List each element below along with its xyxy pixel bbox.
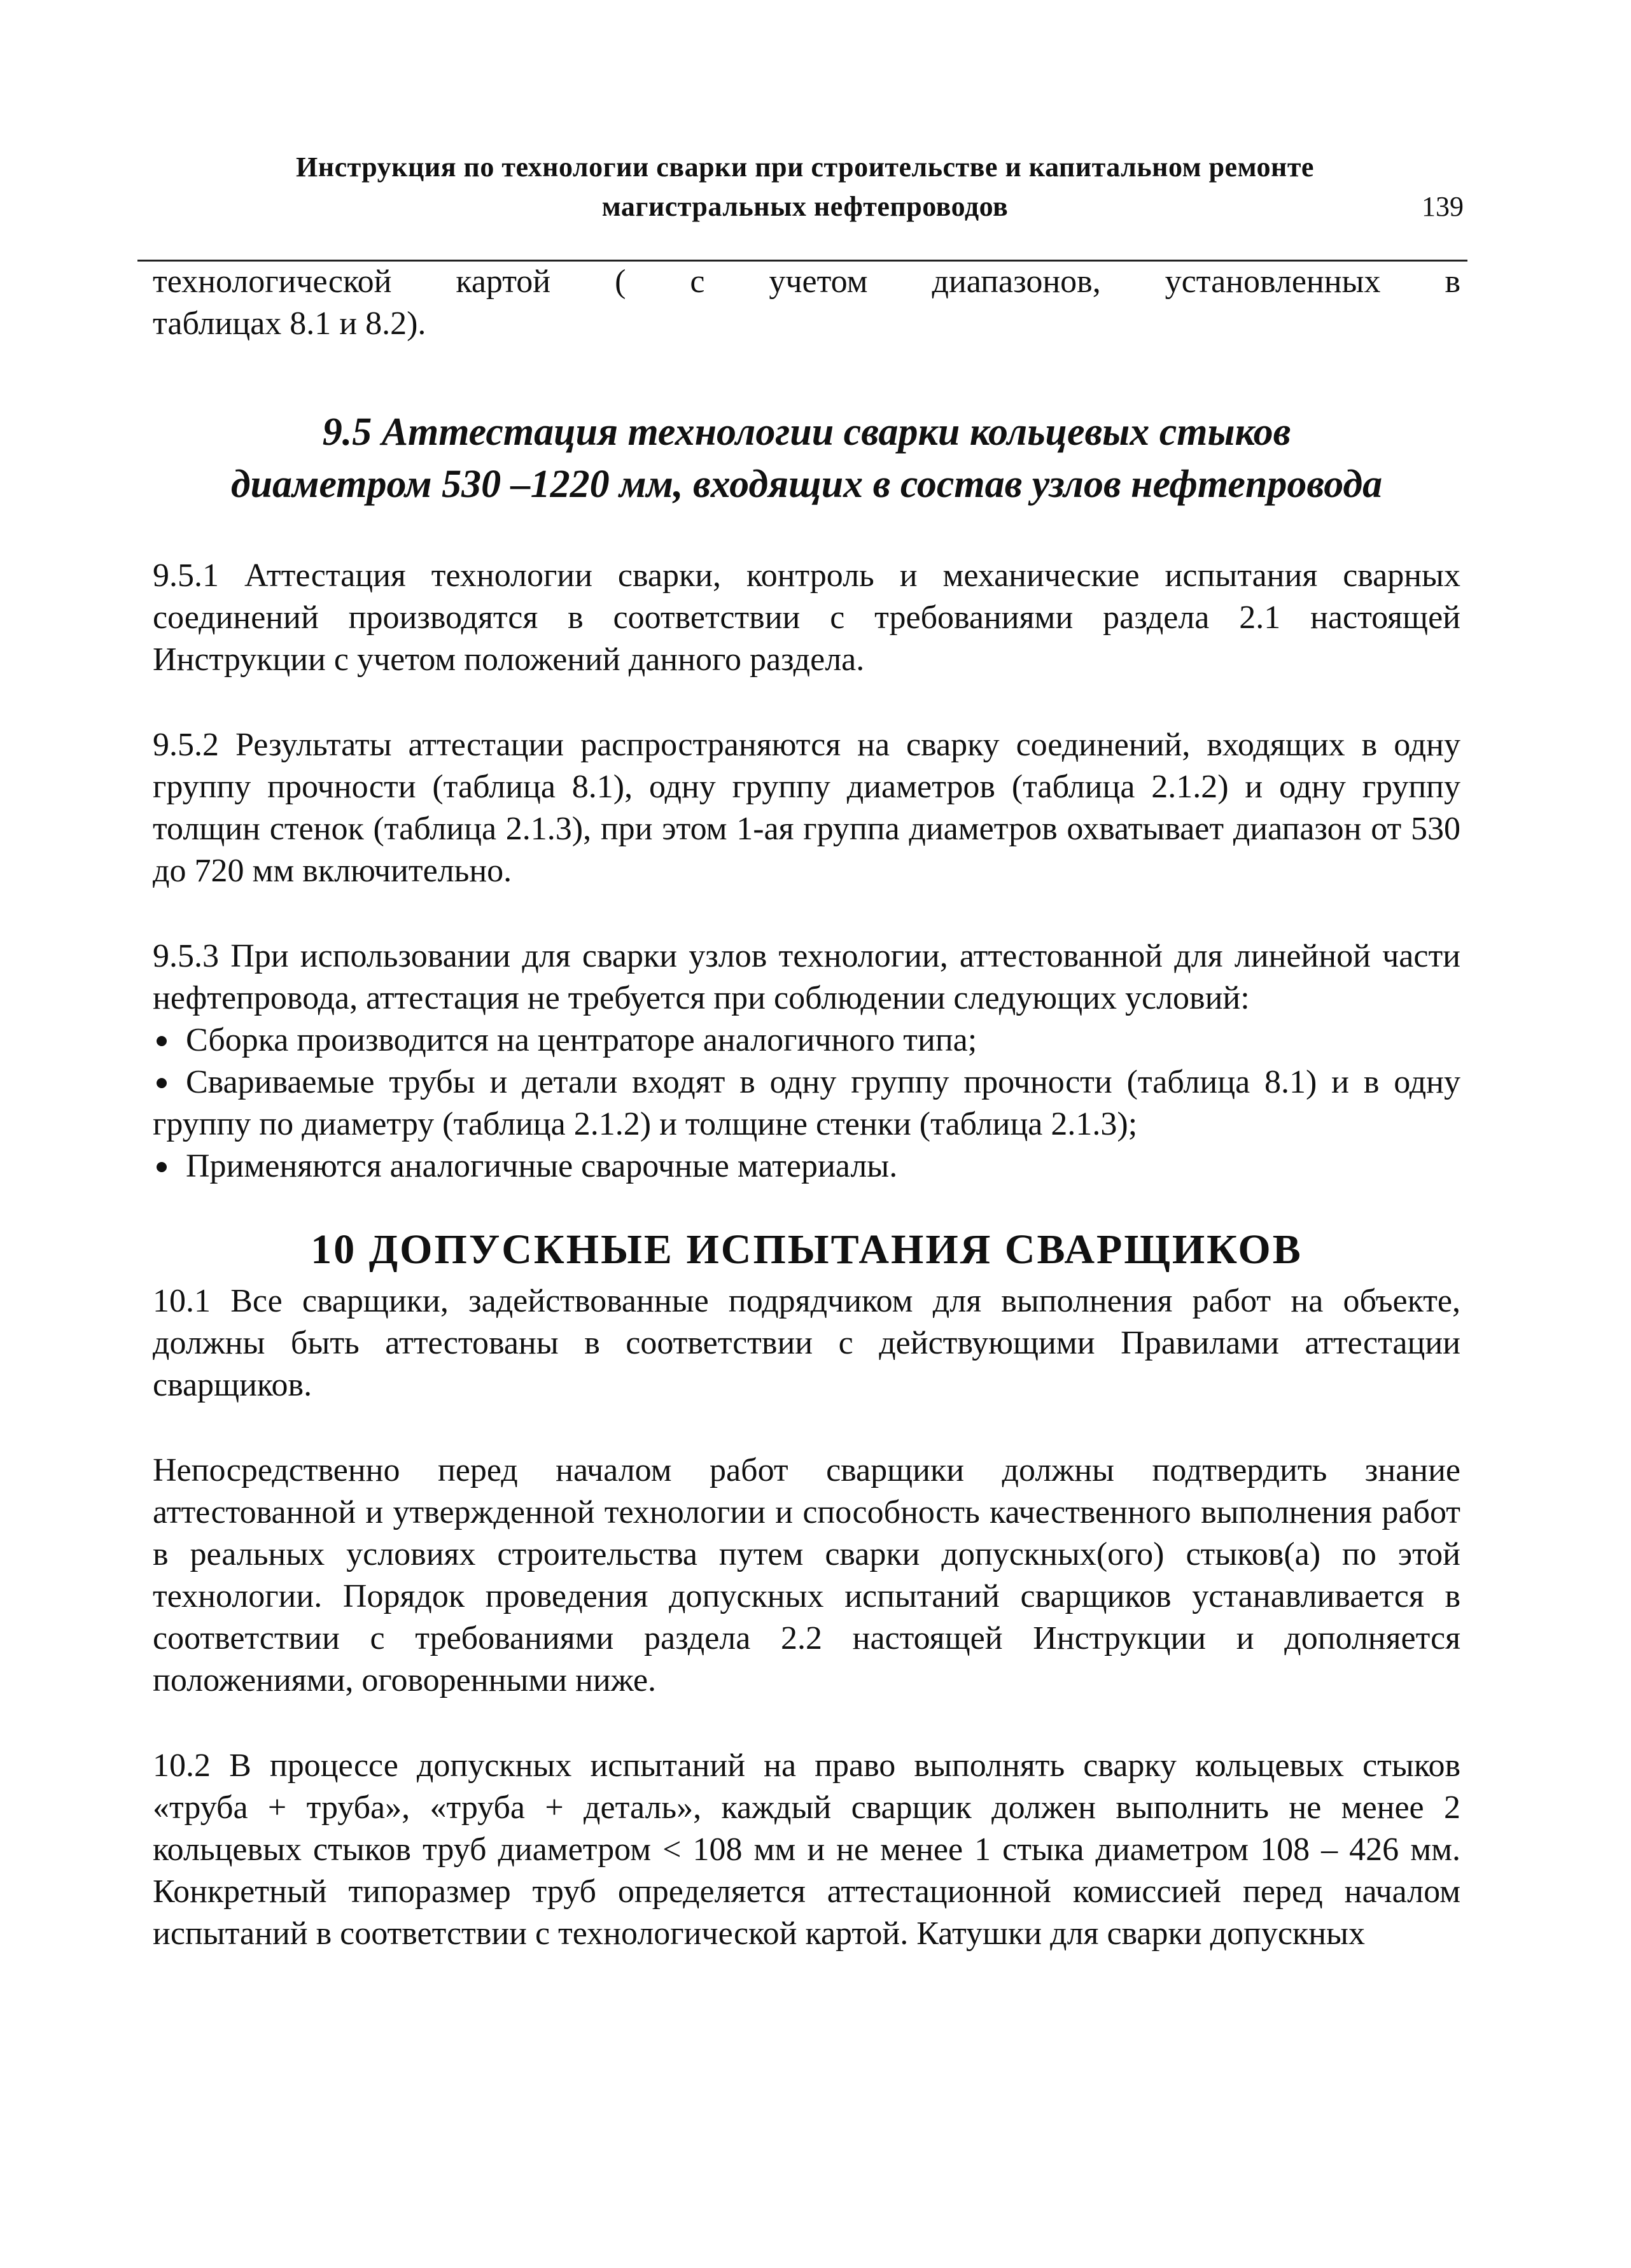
paragraph-9-5-2: 9.5.2 Результаты аттестации распространяются на сварку соединений, входящих в одну группу прочности (таблица 8.1), одну группу диаметров (таблица 2.1.2) и одну группу толщин стенок (таблица 2.1.3), при этом 1-ая группа диаметров охватывает диапазон от 530 до 720 мм включительно. (153, 727, 1460, 889)
paragraph-direct-test: Непосредственно перед началом работ сварщики должны подтвердить знание аттестованной и утвержденной технологии и способность качественного выполнения работ в реальных условиях строительства путем сварки допускных(ого) стыков(а) по этой технологии. Порядок проведения допускных испытаний сварщиков устанавливается в соответствии с требованиями раздела 2.2 настоящей Инструкции и дополняется положениями, оговоренными ниже. (153, 1452, 1460, 1698)
section-9-5-title-line2: диаметром 530 –1220 мм, входящих в состав узлов нефтепровода (230, 463, 1383, 506)
paragraph-9-5-1: 9.5.1 Аттестация технологии сварки, контроль и механические испытания сварных соединений производятся в соответствии с требованиями раздела 2.1 настоящей Инструкции с учетом положений данного раздела. (153, 557, 1460, 678)
header-title-line1: Инструкция по технологии сварки при строительстве и капитальном ремонте (296, 151, 1314, 183)
continuation-line1: технологической картой ( с учетом диапазонов, установленных в (153, 263, 1460, 300)
condition-item-2: Свариваемые трубы и детали входят в одну группу прочности (таблица 8.1) и в одну группу по диаметру (таблица 2.1.2) и толщине стенки (таблица 2.1.3); (153, 1061, 1460, 1145)
paragraph-10-2: 10.2 В процессе допускных испытаний на право выполнять сварку кольцевых стыков «труба + труба», «труба + деталь», каждый сварщик должен выполнить не менее 2 кольцевых стыков труб диаметром < 108 мм и не менее 1 стыка диаметром 108 – 426 мм. Конкретный типоразмер труб определяется аттестационной комиссией перед началом испытаний в соответствии с технологической картой. Катушки для сварки допускных (153, 1747, 1460, 1952)
header-title-line2: магистральных нефтепроводов (601, 191, 1009, 222)
continuation-line2: таблицах 8.1 и 8.2). (153, 305, 426, 342)
condition-item-1: Сборка производится на центраторе аналогичного типа; (153, 1019, 1460, 1061)
paragraph-9-5-3: 9.5.3 При использовании для сварки узлов технологии, аттестованной для линейной части нефтепровода, аттестация не требуется при соблюдении следующих условий: (153, 938, 1460, 1016)
section-10-title: 10 ДОПУСКНЫЕ ИСПЫТАНИЯ СВАРЩИКОВ (311, 1226, 1303, 1273)
section-9-5-title-line1: 9.5 Аттестация технологии сварки кольцевых стыков (322, 410, 1291, 454)
running-header (146, 148, 1464, 227)
conditions-list (153, 1019, 1460, 1187)
page-number: 139 (1422, 191, 1464, 222)
page-body (153, 261, 1460, 1955)
paragraph-10-1: 10.1 Все сварщики, задействованные подрядчиком для выполнения работ на объекте, должны быть аттестованы в соответствии с действующими Правилами аттестации сварщиков. (153, 1283, 1460, 1403)
condition-item-3: Применяются аналогичные сварочные материалы. (153, 1145, 1460, 1187)
